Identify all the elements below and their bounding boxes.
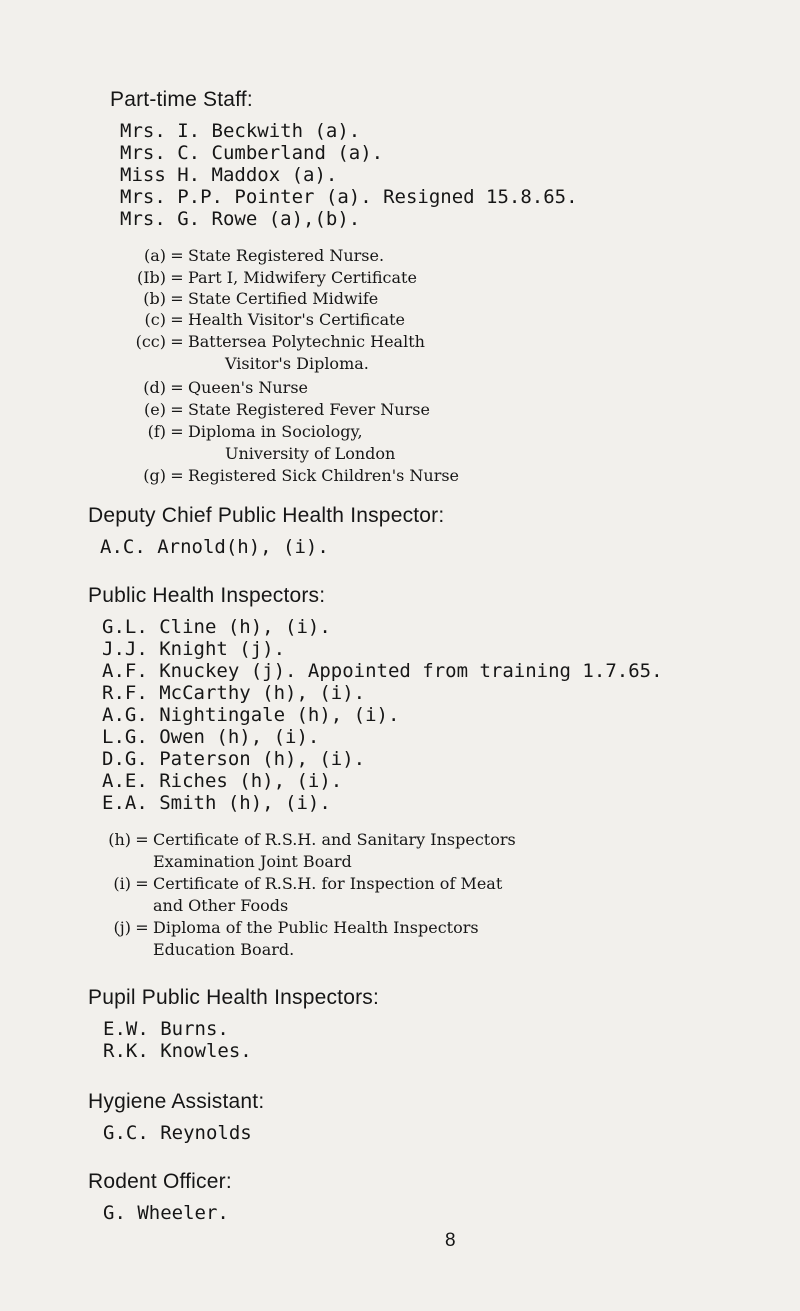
staff-line: Miss H. Maddox (a). — [120, 164, 338, 186]
key-continuation: Examination Joint Board — [153, 852, 352, 871]
key-text: Diploma in Sociology, — [188, 422, 363, 441]
pupil-line: E.W. Burns. — [103, 1018, 229, 1040]
deputy-name: A.C. Arnold(h), (i). — [100, 536, 329, 558]
key-entry: (cc) = Battersea Polytechnic Health — [128, 332, 425, 351]
key-code: (a) — [143, 246, 166, 265]
key-entry: (b) = State Certified Midwife — [128, 289, 378, 308]
key-entry: (f) = Diploma in Sociology, — [128, 422, 363, 441]
staff-line: Mrs. P.P. Pointer (a). Resigned 15.8.65. — [120, 186, 578, 208]
key-continuation: Education Board. — [153, 940, 295, 959]
key-entry: (a) = State Registered Nurse. — [128, 246, 384, 265]
key-continuation: University of London — [225, 444, 396, 463]
inspectors-heading: Public Health Inspectors: — [88, 584, 326, 607]
key-code: (f) — [147, 422, 166, 441]
key-text: Part I, Midwifery Certificate — [188, 268, 417, 287]
page-number: 8 — [445, 1230, 456, 1251]
key-entry: (c) = Health Visitor's Certificate — [128, 310, 405, 329]
key-text: Queen's Nurse — [188, 378, 308, 397]
staff-line: Mrs. I. Beckwith (a). — [120, 120, 361, 142]
hygiene-name: G.C. Reynolds — [103, 1122, 252, 1144]
key-text: Battersea Polytechnic Health — [188, 332, 425, 351]
key-text: Registered Sick Children's Nurse — [188, 466, 460, 485]
inspector-line: E.A. Smith (h), (i). — [102, 792, 331, 814]
key-code: (c) — [144, 310, 166, 329]
key-code: (e) — [144, 400, 166, 419]
part-time-staff-heading: Part-time Staff: — [110, 88, 253, 111]
deputy-heading: Deputy Chief Public Health Inspector: — [88, 504, 445, 527]
key-text: Certificate of R.S.H. and Sanitary Inspectors — [153, 830, 516, 849]
key-code: (d) — [143, 378, 166, 397]
inspector-line: A.F. Knuckey (j). Appointed from training 1.7.65. — [102, 660, 663, 682]
key-text: State Registered Nurse. — [188, 246, 385, 265]
key-code: (j) — [113, 918, 131, 937]
staff-line: Mrs. G. Rowe (a),(b). — [120, 208, 361, 230]
key-text: State Certified Midwife — [188, 289, 379, 308]
key-entry: (h) = Certificate of R.S.H. and Sanitary Inspectors — [105, 830, 516, 849]
key-entry: (g) = Registered Sick Children's Nurse — [128, 466, 459, 485]
inspector-line: J.J. Knight (j). — [102, 638, 286, 660]
inspector-line: L.G. Owen (h), (i). — [102, 726, 320, 748]
inspector-line: A.E. Riches (h), (i). — [102, 770, 343, 792]
inspector-line: A.G. Nightingale (h), (i). — [102, 704, 400, 726]
pupil-line: R.K. Knowles. — [103, 1040, 252, 1062]
key-entry: (d) = Queen's Nurse — [128, 378, 308, 397]
key-continuation: Visitor's Diploma. — [225, 354, 369, 373]
rodent-heading: Rodent Officer: — [88, 1170, 232, 1193]
inspector-line: G.L. Cline (h), (i). — [102, 616, 331, 638]
inspector-line: R.F. McCarthy (h), (i). — [102, 682, 366, 704]
key-code: (g) — [143, 466, 166, 485]
staff-line: Mrs. C. Cumberland (a). — [120, 142, 384, 164]
key-text: Certificate of R.S.H. for Inspection of Meat — [153, 874, 503, 893]
hygiene-heading: Hygiene Assistant: — [88, 1090, 265, 1113]
key-text: State Registered Fever Nurse — [188, 400, 430, 419]
pupils-heading: Pupil Public Health Inspectors: — [88, 986, 380, 1009]
rodent-name: G. Wheeler. — [103, 1202, 229, 1224]
key-entry: (j) = Diploma of the Public Health Inspectors — [105, 918, 479, 937]
key-code: (Ib) — [136, 268, 166, 287]
key-entry: (e) = State Registered Fever Nurse — [128, 400, 430, 419]
inspector-line: D.G. Paterson (h), (i). — [102, 748, 366, 770]
key-code: (h) — [108, 830, 131, 849]
key-code: (b) — [143, 289, 166, 308]
key-code: (i) — [113, 874, 131, 893]
key-entry: (i) = Certificate of R.S.H. for Inspection of Meat — [105, 874, 502, 893]
key-entry: (Ib) = Part I, Midwifery Certificate — [128, 268, 417, 287]
key-text: Diploma of the Public Health Inspectors — [153, 918, 479, 937]
key-continuation: and Other Foods — [153, 896, 289, 915]
key-text: Health Visitor's Certificate — [188, 310, 405, 329]
key-code: (cc) — [135, 332, 166, 351]
